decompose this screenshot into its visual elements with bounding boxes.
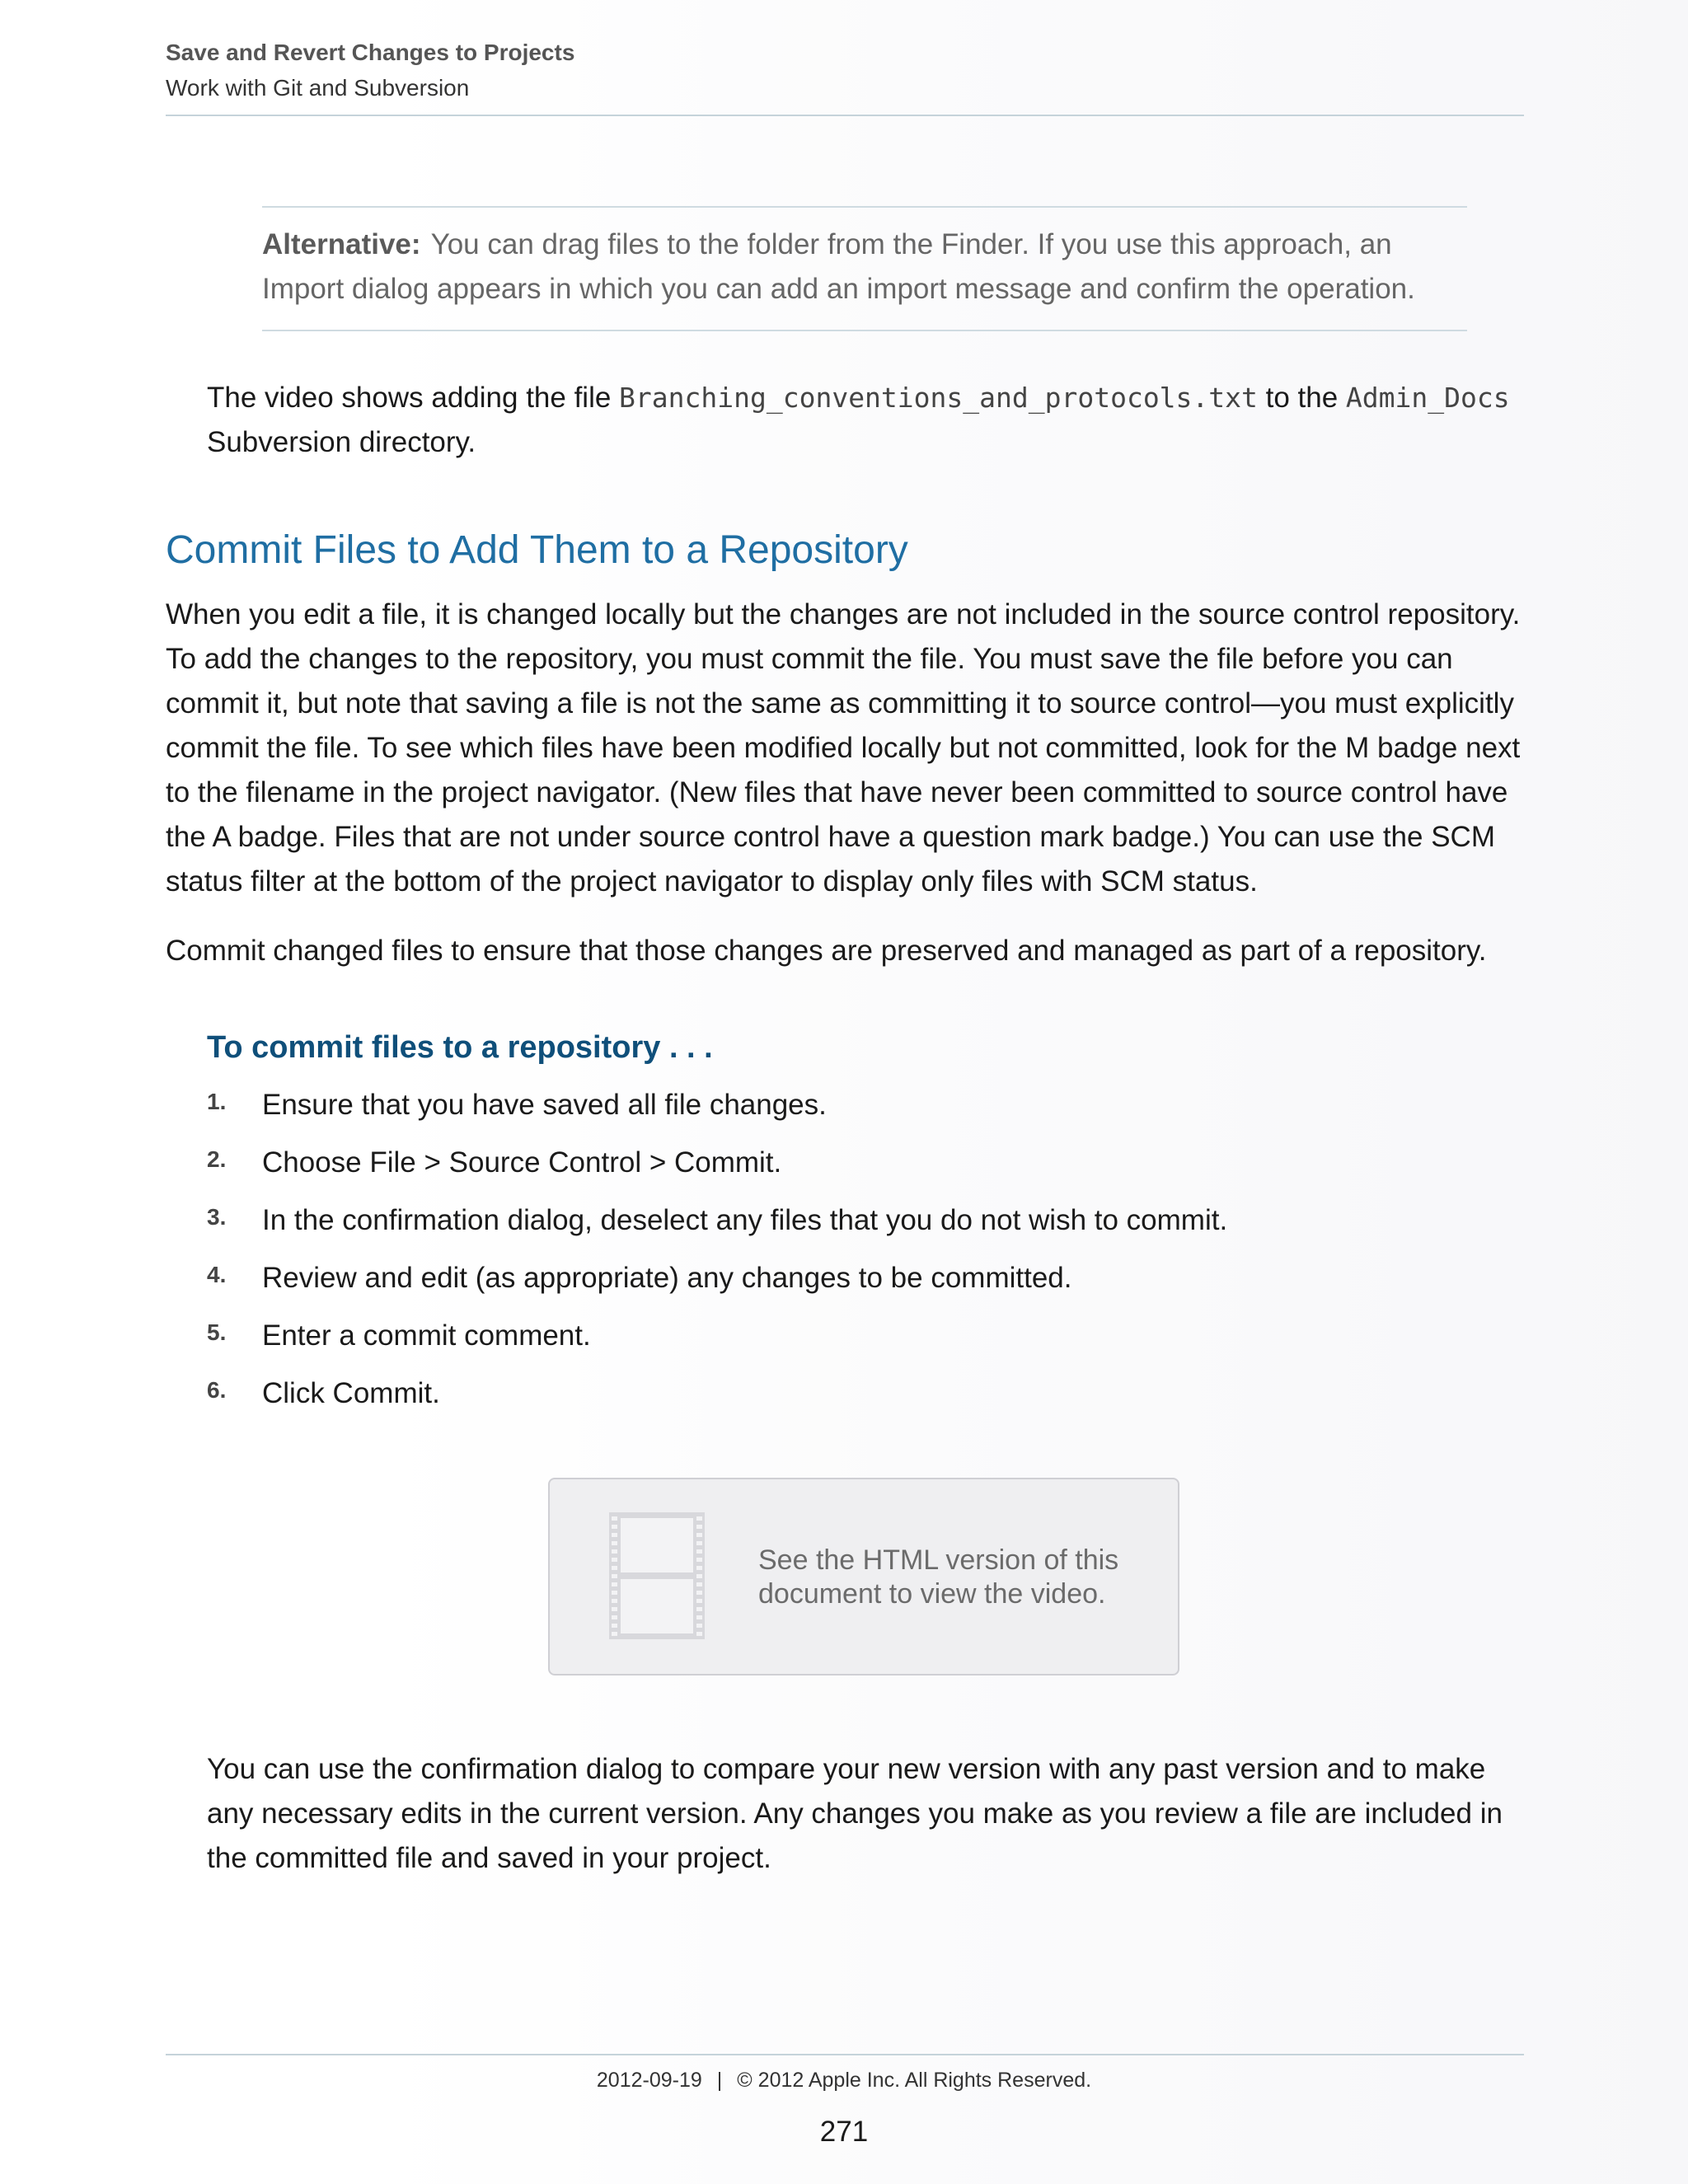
video-desc-middle: to the xyxy=(1257,382,1346,414)
steps-list xyxy=(207,1083,1361,1429)
task-heading: To commit files to a repository . . . xyxy=(207,1030,713,1065)
section-heading: Commit Files to Add Them to a Repository xyxy=(166,528,908,572)
footer-separator: | xyxy=(716,2069,723,2092)
step-item xyxy=(207,1141,1361,1198)
footer xyxy=(0,2069,1688,2093)
video-desc-suffix: Subversion directory. xyxy=(207,426,476,458)
step-number: 4. xyxy=(207,1262,227,1287)
step-text: Enter a commit comment. xyxy=(262,1319,591,1352)
running-header-subtitle: Work with Git and Subversion xyxy=(166,75,470,101)
closing-paragraph: You can use the confirmation dialog to compare your new version with any past version and to make any necessary edits in the current version. Any changes you make as you review a file are included in the committed file and saved in your project. xyxy=(207,1753,1503,1874)
step-number: 1. xyxy=(207,1089,227,1114)
note-text: You can drag files to the folder from the Finder. If you use this approach, an Import dialog appears in which you can add an import message and confirm the operation. xyxy=(262,228,1415,305)
step-number: 5. xyxy=(207,1319,227,1345)
step-text: In the confirmation dialog, deselect any files that you do not wish to commit. xyxy=(262,1204,1228,1236)
footer-date: 2012-09-19 xyxy=(596,2069,702,2092)
film-strip-icon xyxy=(609,1512,705,1639)
directory-code: Admin_Docs xyxy=(1345,382,1510,414)
step-text: Choose File > Source Control > Commit. xyxy=(262,1146,782,1179)
filename-code: Branching_conventions_and_protocols.txt xyxy=(619,382,1258,414)
video-desc-prefix: The video shows adding the file xyxy=(207,382,620,414)
step-text: Ensure that you have saved all file changes. xyxy=(262,1089,827,1121)
step-number: 6. xyxy=(207,1377,227,1403)
running-header-title: Save and Revert Changes to Projects xyxy=(166,40,575,65)
step-text: Click Commit. xyxy=(262,1377,440,1409)
step-number: 2. xyxy=(207,1146,227,1172)
body-paragraph-2: Commit changed files to ensure that those changes are preserved and managed as part of a repository. xyxy=(166,935,1487,967)
step-item xyxy=(207,1314,1361,1371)
step-item xyxy=(207,1198,1361,1256)
header-divider xyxy=(166,115,1524,116)
step-item xyxy=(207,1083,1361,1141)
alternative-note xyxy=(262,206,1467,331)
note-label: Alternative: xyxy=(262,228,421,260)
step-item xyxy=(207,1371,1361,1429)
page-number: 271 xyxy=(819,2116,869,2148)
footer-copyright: © 2012 Apple Inc. All Rights Reserved. xyxy=(737,2069,1092,2092)
body-paragraph-1: When you edit a file, it is changed locally but the changes are not included in the source control repository. To add the changes to the repository, you must commit the file. You must save the file before you can commit it, but note that saving a file is not the same as committing it to source control—you must explicitly commit the file. To see which files have been modified locally but not committed, look for the M badge next to the filename in the project navigator. (New files that have never been committed to source control have the A badge. Files that are not under source control have a question mark badge.) You can use the SCM status filter at the bottom of the project navigator to display only files with SCM status. xyxy=(166,598,1521,898)
footer-divider xyxy=(166,2054,1524,2055)
step-number: 3. xyxy=(207,1204,227,1230)
step-item xyxy=(207,1256,1361,1314)
video-placeholder-text: See the HTML version of this document to view the video. xyxy=(758,1544,1119,1610)
step-text: Review and edit (as appropriate) any changes to be committed. xyxy=(262,1262,1072,1294)
video-placeholder[interactable] xyxy=(548,1478,1179,1675)
video-description-paragraph xyxy=(207,376,1542,465)
